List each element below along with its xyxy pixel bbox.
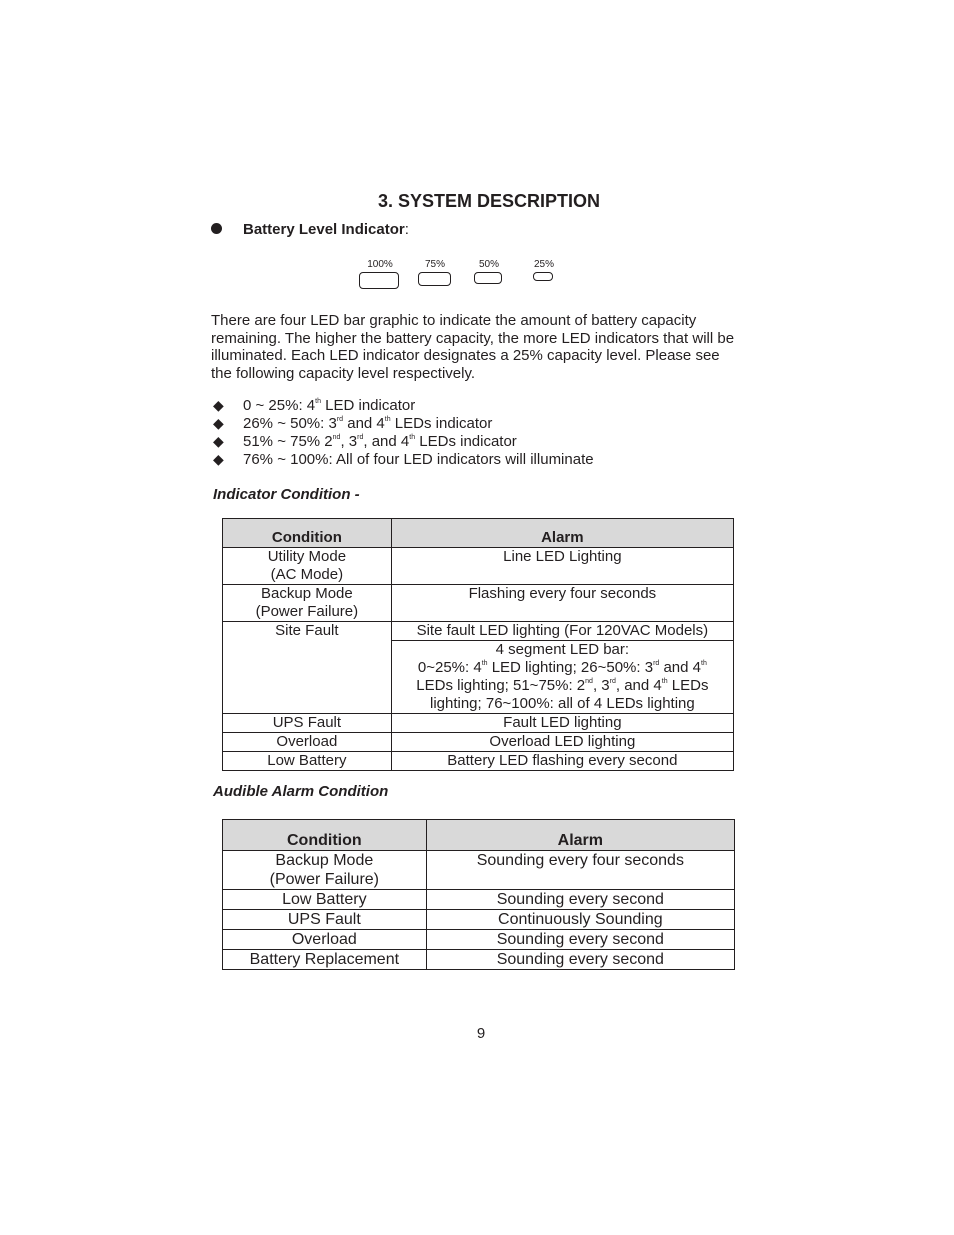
condition-line: Overload	[276, 733, 338, 750]
superscript: th	[661, 678, 668, 685]
alarm-line	[392, 659, 733, 677]
paragraph-text: There are four LED bar graphic to indicate the amount of battery capacity remaining. The higher the battery capacity, the more LED indicators that will be illuminated. Each LED indicator designates a 25% capacity level. Please see the following capacity level respectively.	[211, 312, 735, 382]
superscript: nd	[332, 434, 341, 441]
text-segment: 4 segment LED bar:	[495, 641, 630, 658]
text-segment: , 3	[340, 433, 358, 450]
capacity-list	[213, 396, 594, 468]
alarm-line	[392, 695, 733, 713]
condition-line: Backup Mode	[275, 852, 374, 869]
led-label-75: 75%	[424, 259, 445, 270]
condition-cell	[223, 622, 392, 641]
superscript: th	[315, 398, 321, 405]
text-segment: 76% ~ 100%: All of four LED indicators will illuminate	[243, 451, 594, 468]
alarm-cell: Battery LED flashing every second	[391, 752, 733, 771]
text-segment: LEDs lighting; 51~75%: 2	[416, 677, 586, 694]
condition-cell	[223, 930, 427, 950]
alarm-cell: Line LED Lighting	[391, 548, 733, 585]
alarm-cell: Flashing every four seconds	[391, 585, 733, 622]
condition-line: Battery Replacement	[249, 951, 400, 968]
condition-line: Low Battery	[267, 752, 347, 769]
led-label-50: 50%	[478, 259, 499, 270]
col-header-condition: Condition	[223, 519, 392, 548]
text-segment: LEDs indicator	[415, 433, 517, 450]
table-row	[223, 851, 735, 890]
led-bar-25	[533, 272, 553, 281]
text-segment: , and 4	[615, 677, 662, 694]
alarm-cell: Sounding every second	[426, 950, 734, 970]
led-bar-100	[359, 272, 399, 289]
condition-cell	[223, 714, 392, 733]
battery-level-indicator-title: Battery Level Indicator	[243, 221, 405, 238]
text-segment: 26% ~ 50%: 3	[243, 415, 337, 432]
condition-line: Utility Mode	[267, 548, 347, 565]
section-heading: 3. SYSTEM DESCRIPTION	[377, 191, 601, 211]
led-bar-75	[418, 272, 451, 286]
condition-cell	[223, 910, 427, 930]
table-row	[223, 641, 734, 714]
capacity-list-item	[213, 450, 594, 468]
capacity-list-item	[213, 432, 594, 450]
condition-cell	[223, 733, 392, 752]
superscript: rd	[336, 416, 344, 423]
alarm-line	[392, 677, 733, 695]
audible-alarm-table	[222, 819, 735, 970]
text-segment: 0~25%: 4	[417, 659, 482, 676]
table-row	[223, 930, 735, 950]
text-segment: LEDs	[667, 677, 709, 694]
condition-cell	[223, 950, 427, 970]
text-segment: and 4	[659, 659, 702, 676]
condition-cell	[223, 585, 392, 622]
superscript: rd	[357, 434, 364, 441]
table-row	[223, 890, 735, 910]
alarm-line	[392, 641, 733, 659]
diamond-bullet-icon: ◆	[213, 433, 224, 449]
col-header-condition: Condition	[223, 820, 427, 851]
led-label-100: 100%	[367, 259, 393, 270]
capacity-list-item	[213, 414, 594, 432]
label-colon: :	[404, 221, 409, 238]
condition-line: UPS Fault	[272, 714, 342, 731]
condition-line: Overload	[291, 931, 357, 948]
alarm-cell: Continuously Sounding	[426, 910, 734, 930]
description-paragraph	[211, 312, 741, 382]
condition-line: Low Battery	[282, 891, 367, 908]
col-header-alarm: Alarm	[391, 519, 733, 548]
condition-line: Backup Mode	[261, 585, 353, 602]
superscript: rd	[653, 660, 660, 667]
alarm-cell: Overload LED lighting	[391, 733, 733, 752]
text-segment: , and 4	[363, 433, 410, 450]
condition-line: (AC Mode)	[270, 566, 344, 583]
condition-cell	[223, 641, 392, 714]
col-header-alarm: Alarm	[426, 820, 734, 851]
diamond-bullet-icon: ◆	[213, 415, 224, 431]
text-segment: LED lighting; 26~50%: 3	[487, 659, 654, 676]
alarm-cell: Sounding every second	[426, 930, 734, 950]
table-row	[223, 585, 734, 622]
table-row	[223, 714, 734, 733]
capacity-list-item	[213, 396, 594, 414]
superscript: th	[384, 416, 391, 423]
text-segment: and 4	[343, 415, 385, 432]
condition-line: UPS Fault	[287, 911, 361, 928]
diamond-bullet-icon: ◆	[213, 397, 224, 413]
text-segment: lighting; 76~100%: all of 4 LEDs lighting	[429, 695, 695, 712]
alarm-cell: Fault LED lighting	[391, 714, 733, 733]
text-segment: , 3	[592, 677, 610, 694]
table-row	[223, 733, 734, 752]
battery-level-indicator-label	[243, 221, 409, 238]
condition-line: Site Fault	[275, 622, 339, 639]
alarm-cell: Sounding every second	[426, 890, 734, 910]
condition-cell	[223, 851, 427, 890]
table-row	[223, 548, 734, 585]
superscript: nd	[585, 678, 593, 685]
superscript: th	[701, 660, 707, 667]
alarm-cell	[391, 641, 733, 714]
audible-alarm-heading: Audible Alarm Condition	[213, 783, 389, 800]
indicator-condition-table	[222, 518, 734, 771]
condition-line: (Power Failure)	[255, 603, 359, 620]
alarm-cell: Sounding every four seconds	[426, 851, 734, 890]
text-segment: LEDs indicator	[390, 415, 493, 432]
table-row	[223, 622, 734, 641]
superscript: th	[409, 434, 416, 441]
condition-cell	[223, 548, 392, 585]
alarm-cell: Site fault LED lighting (For 120VAC Models)	[391, 622, 733, 641]
text-segment: LED indicator	[320, 397, 416, 414]
page-number: 9	[476, 1025, 486, 1042]
led-bar-50	[474, 272, 502, 284]
bullet-dot	[211, 223, 222, 234]
table-row	[223, 752, 734, 771]
text-segment: 51% ~ 75% 2	[243, 433, 333, 450]
condition-line: (Power Failure)	[269, 871, 379, 888]
superscript: rd	[609, 678, 616, 685]
indicator-condition-heading: Indicator Condition -	[213, 486, 360, 503]
condition-cell	[223, 890, 427, 910]
superscript: th	[481, 660, 488, 667]
diamond-bullet-icon: ◆	[213, 451, 224, 467]
table-row	[223, 910, 735, 930]
led-label-25: 25%	[533, 259, 554, 270]
condition-cell	[223, 752, 392, 771]
table-row	[223, 950, 735, 970]
text-segment: 0 ~ 25%: 4	[243, 397, 316, 414]
